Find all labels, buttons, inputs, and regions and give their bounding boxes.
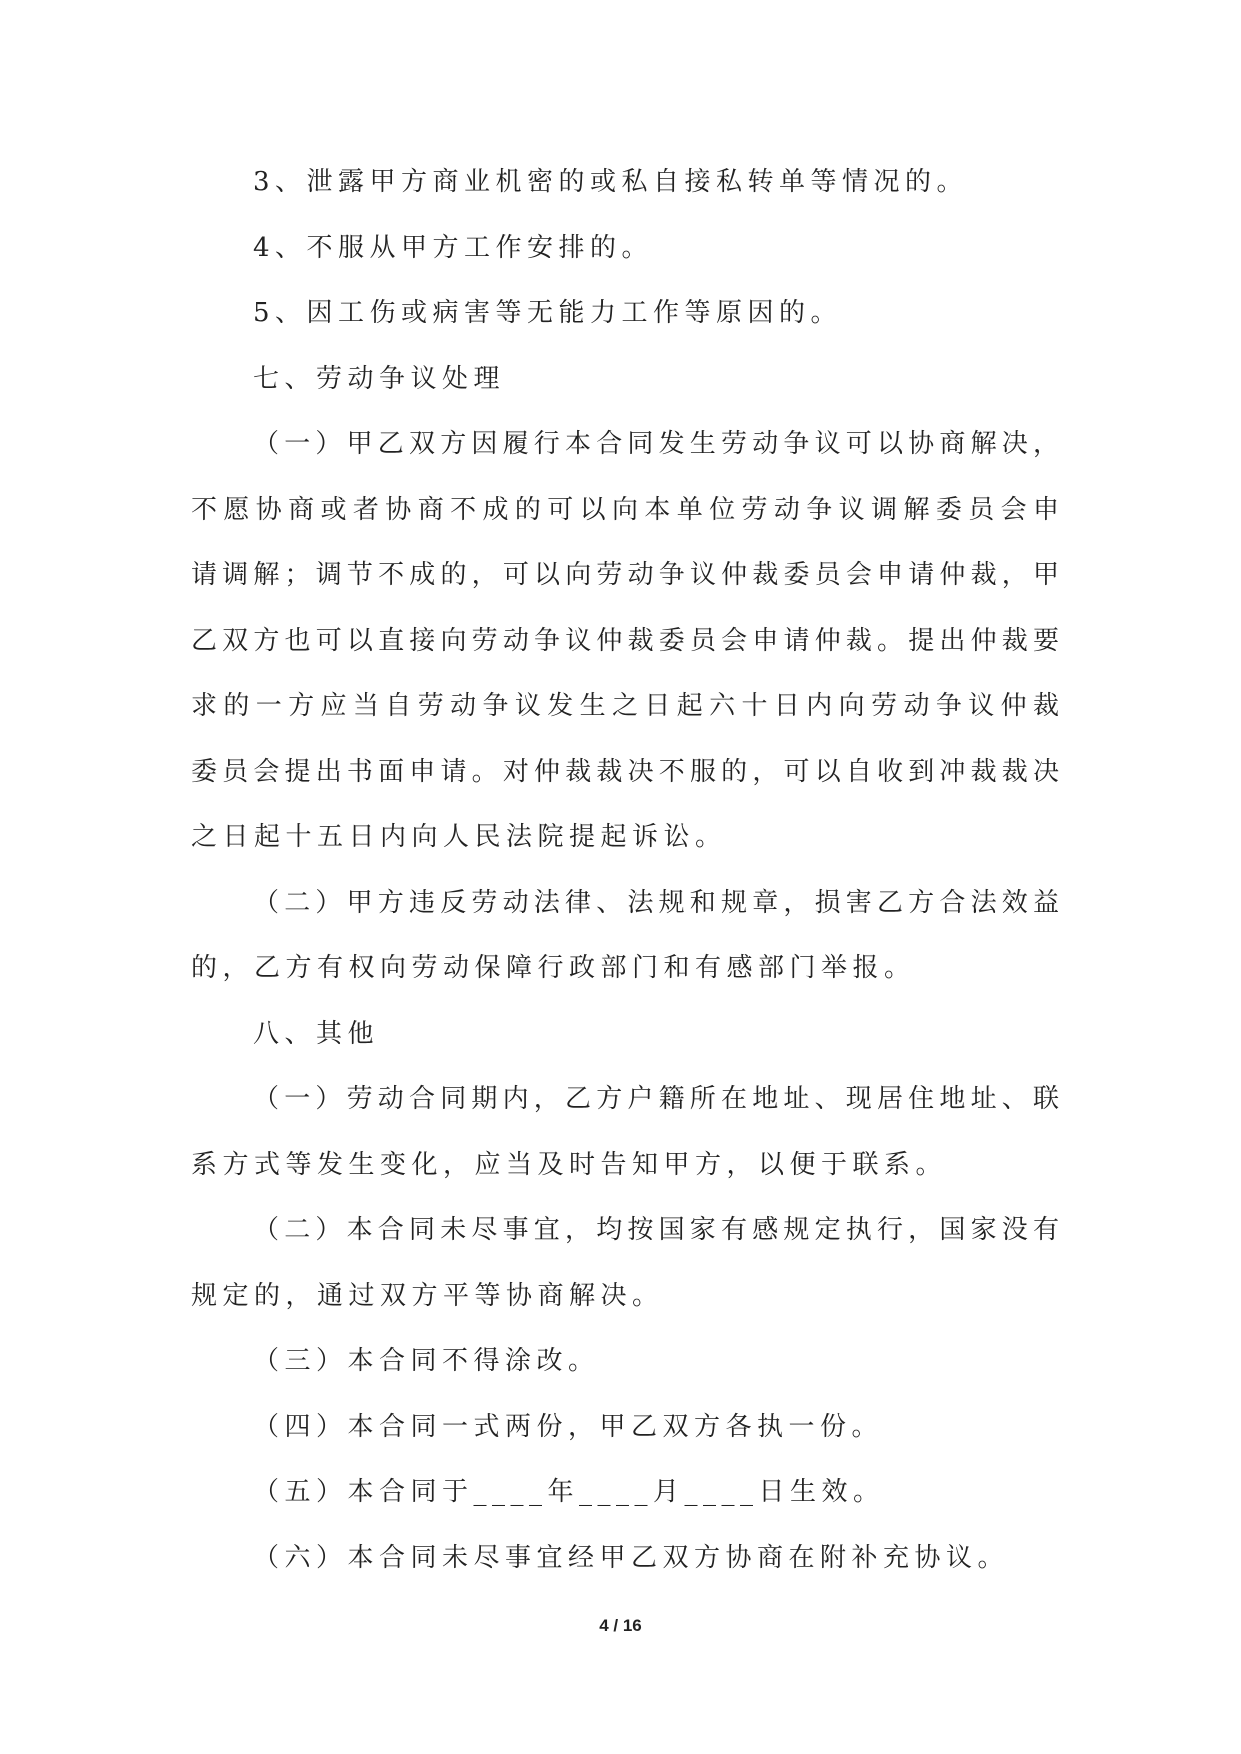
page-number: 4 / 16 [599, 1616, 642, 1635]
text-line: 乙双方也可以直接向劳动争议仲裁委员会申请仲裁。提出仲裁要 [191, 625, 1059, 656]
text-line: 的，乙方有权向劳动保障行政部门和有感部门举报。 [191, 953, 916, 983]
section-heading-text: 八、其他 [253, 1018, 380, 1049]
text-line: （二）甲方违反劳动法律、法规和规章，损害乙方合法效益 [253, 887, 1059, 918]
text-line: 委员会提出书面申请。对仲裁裁决不服的，可以自收到冲裁裁决 [191, 756, 1059, 787]
text-line: 请调解；调节不成的，可以向劳动争议仲裁委员会申请仲裁，甲 [191, 560, 1059, 590]
list-item [191, 150, 1059, 216]
text-line: （一）劳动合同期内，乙方户籍所在地址、现居住地址、联 [253, 1084, 1059, 1114]
section-heading [191, 1002, 1059, 1068]
section-heading [191, 347, 1059, 413]
text-line: （一）甲乙双方因履行本合同发生劳动争议可以协商解决， [253, 429, 1059, 459]
document-body [191, 150, 1059, 1591]
clause-paragraph [191, 1198, 1059, 1329]
text-line: 4、不服从甲方工作安排的。 [253, 232, 654, 263]
clause-paragraph [191, 1526, 1059, 1592]
text-line: （五）本合同于____年____月____日生效。 [253, 1477, 885, 1507]
text-line: 系方式等发生变化，应当及时告知甲方，以便于联系。 [191, 1149, 948, 1180]
clause-paragraph [191, 1067, 1059, 1198]
text-line: （六）本合同未尽事宜经甲乙双方协商在附补充协议。 [253, 1542, 1010, 1573]
list-item [191, 281, 1059, 347]
text-line: 之日起十五日内向人民法院提起诉讼。 [191, 822, 727, 852]
text-line: 求的一方应当自劳动争议发生之日起六十日内向劳动争议仲裁 [191, 691, 1059, 721]
clause-paragraph [191, 1329, 1059, 1395]
section-heading-text: 七、劳动争议处理 [253, 363, 506, 394]
text-line: 5、因工伤或病害等无能力工作等原因的。 [253, 298, 843, 328]
clause-paragraph [191, 871, 1059, 1002]
text-line: 3、泄露甲方商业机密的或私自接私转单等情况的。 [253, 167, 969, 197]
clause-paragraph [191, 412, 1059, 871]
text-line: 不愿协商或者协商不成的可以向本单位劳动争议调解委员会申 [191, 494, 1059, 525]
text-line: （二）本合同未尽事宜，均按国家有感规定执行，国家没有 [253, 1215, 1059, 1245]
list-item [191, 216, 1059, 282]
text-line: 规定的，通过双方平等协商解决。 [191, 1280, 664, 1311]
clause-paragraph [191, 1460, 1059, 1526]
text-line: （四）本合同一式两份，甲乙双方各执一份。 [253, 1411, 884, 1442]
text-line: （三）本合同不得涂改。 [253, 1346, 600, 1376]
clause-paragraph [191, 1395, 1059, 1461]
